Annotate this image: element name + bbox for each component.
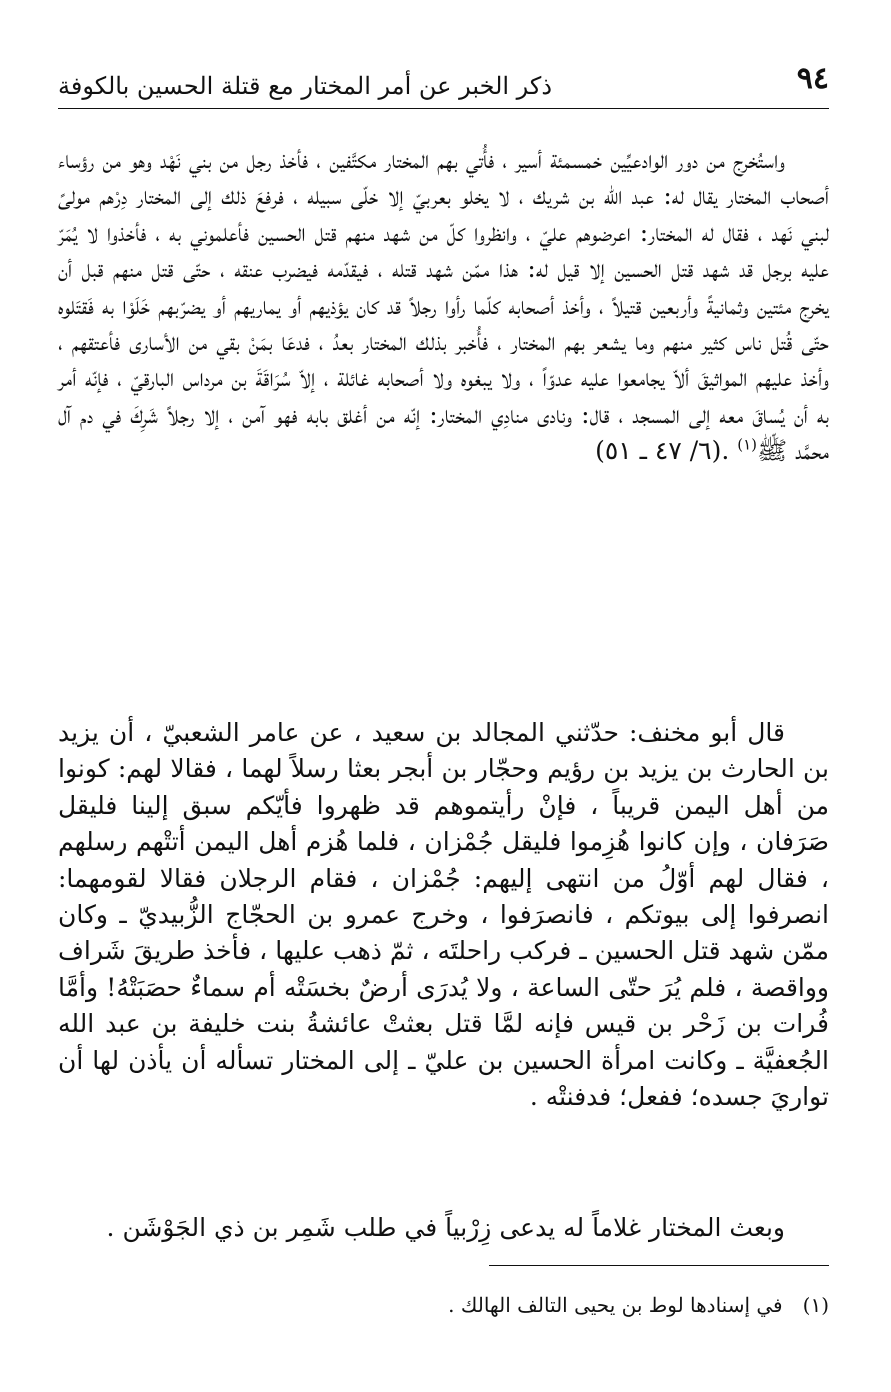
source-citation: .(٦/ ٤٧ ـ ٥١) [595,436,730,466]
paragraph-3 [58,1210,829,1246]
paragraph-1 [58,142,829,470]
footnote-divider [489,1265,829,1266]
paragraph-2-text: قال أبو مخنف: حدّثني المجالد بن سعيد ، عن عامر الشعبيّ ، أن يزيد بن الحارث بن يزيد بن رؤيم وحجّار بن أبجر بعثا رسلاً لهما ، فقالا لهم: كونوا من أهل اليمن قريباً ، فإنْ رأيتموهم قد ظهروا فأيّكم سبق إلينا فليقل صَرَفان ، وإن كانوا هُزِموا فليقل جُمْزان ، فلما هُزم أهل اليمن أتتْهم رسلهم ، فقال لهم أوّلُ من انتهى إليهم: جُمْزان ، فقام الرجلان فقالا لقومهما: انصرفوا إلى بيوتكم ، فانصرَفوا ، وخرج عمرو بن الحجّاج الزُّبيديّ ـ وكان ممّن شهد قتل الحسين ـ فركب راحلتَه ، ثمّ ذهب عليها ، فأخذ طريقَ شَراف وواقصة ، فلم يُرَ حتّى الساعة ، ولا يُدرَى أرضٌ بخسَتْه أم سماءٌ حصَبَتْهُ! وأمَّا فُرات بن زَحْر بن قيس فإنه لمَّا قتل بعثتْ عائشةُ بنت خليفة بن عبد الله الجُعفيَّة ـ وكانت امرأة الحسين بن عليّ ـ إلى المختار تسأله أن يأذن لها أن تواريَ جسده؛ ففعل؛ فدفنتْه . [58,718,829,1112]
footnote-number: (١) [802,1293,829,1317]
paragraph-1-text: واستُخرج من دور الوادعيِّين خمسمئة أسير ، فأُتي بهم المختار مكتَّفين ، فأخذ رجل من بني نَهْد وهو من رؤساء أصحاب المختار يقال له: عبد الله بن شريك ، لا يخلو بعربيّ إلا خلّى سبيله ، فرفعَ ذلك إلى المختار دِرْهم مولىً لبني نَهد ، فقال له المختار: اعرضوهم عليّ ، وانظروا كلّ من شهد منهم قتل الحسين فأعلموني به ، فأخذوا لا يُمَرّ عليه برجل قد شهد قتل الحسين إلا قيل له: هذا ممّن شهد قتله ، فيقدّمه فيضرب عنقه ، حتّى قتل منهم قبل أن يخرج مئتين وثمانيةً وأربعين قتيلاً ، وأخذ أصحابه كلّما رأوا رجلاً قد كان يؤذيهم أو يماريهم أو يضرّبهم خَلَوْا به فَقتَلوه حتّى قُتل ناس كثير منهم وما يشعر بهم المختار ، فأُخبر بذلك المختار بعدُ ، فدعَا بمَنْ بقي من الأسارى فأعتقهم ، وأخذ عليهم المواثيقَ ألاّ يجامعوا عليه عدوّاً ، ولا يبغوه ولا أصحابه غائلة ، إلاّ سُرَاقَةَ بن مرداس البارقيّ ، فإنّه أمر به أن يُساقَ معه إلى المسجد ، قال: ونادى منادِي المختار: إنّه من أغلق بابه فهو آمن ، إلا رجلاً شَرِكَ في دم آل محمَّد ﷺ [58,145,829,466]
paragraph-text [58,142,829,470]
footnote-reference: (١) [737,435,758,454]
paragraph-2 [58,715,829,1115]
paragraph-3-text: وبعث المختار غلاماً له يدعى زِرْبياً في طلب شَمِر بن ذي الجَوْشَن . [106,1213,785,1242]
page-number: ٩٤ [796,61,829,96]
running-header [58,60,829,109]
running-title: ذكر الخبر عن أمر المختار مع قتلة الحسين بالكوفة [58,72,553,100]
footnote [300,1290,829,1320]
footnote-text: في إسنادها لوط بن يحيى التالف الهالك . [448,1293,783,1317]
